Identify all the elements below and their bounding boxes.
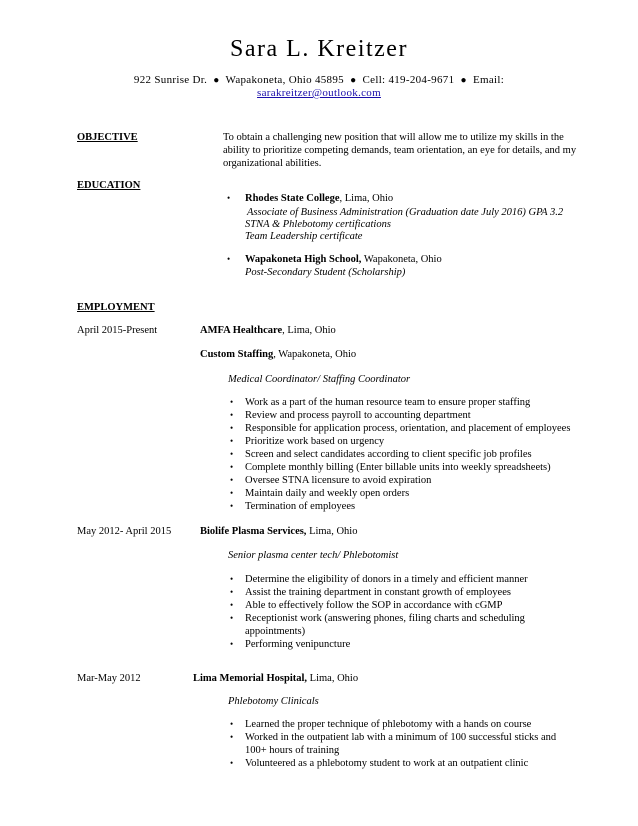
job-employer [200,526,357,537]
school-detail: Post-Secondary Student (Scholarship) [245,267,406,278]
resume-name: Sara L. Kreitzer [230,36,408,62]
bullet-icon: • [230,423,234,433]
employment-heading: EMPLOYMENT [77,302,155,313]
school-detail: Associate of Business Administration (Graduation date July 2016) GPA 3.2 [247,207,564,218]
duty-item: Determine the eligibility of donors in a timely and efficient manner [245,574,528,585]
bullet-icon: • [230,600,234,610]
separator-dot: ● [460,75,467,86]
job-title: Medical Coordinator/ Staffing Coordinator [228,374,411,385]
duty-item: Termination of employees [245,501,356,512]
email-line [0,87,638,99]
duty-item: Prioritize work based on urgency [245,436,385,447]
duty-item: Review and process payroll to accounting department [245,410,471,421]
school-detail: STNA & Phlebotomy certifications [245,219,391,230]
job-employer [193,673,358,684]
employer-location: Lima, Ohio [306,526,358,537]
bullet-icon: • [230,574,234,584]
duty-item: Able to effectively follow the SOP in accordance with cGMP [245,600,503,611]
bullet-icon: • [227,254,231,264]
employer-name: Biolife Plasma Services, [200,526,307,537]
school-name: Wapakoneta High School, [245,254,362,265]
duty-item: Screen and select candidates according to client specific job profiles [245,449,532,460]
bullet-icon: • [230,587,234,597]
bullet-icon: • [230,397,234,407]
bullet-icon: • [230,613,234,623]
bullet-icon: • [230,436,234,446]
school-name: Rhodes State College [245,193,340,204]
objective-line-2: ability to prioritize competing demands, team orientation, an eye for details, and my [223,145,577,156]
duty-item: Assist the training department in constant growth of employees [245,587,511,598]
school-1 [245,193,393,204]
duty-item: Worked in the outpatient lab with a minimum of 100 successful sticks and [245,732,557,743]
duty-item: Performing venipuncture [245,639,351,650]
bullet-icon: • [230,462,234,472]
duty-item: Complete monthly billing (Enter billable units into weekly spreadsheets) [245,462,551,473]
bullet-icon: • [230,719,234,729]
duty-item: Oversee STNA licensure to avoid expiration [245,475,432,486]
duty-item: Volunteered as a phlebotomy student to work at an outpatient clinic [245,758,529,769]
employer-name: Custom Staffing [200,349,274,360]
bullet-icon: • [230,501,234,511]
school-location: Wapakoneta, Ohio [361,254,442,265]
school-2 [245,254,442,265]
employer-name: Lima Memorial Hospital, [193,673,308,684]
employer-name: AMFA Healthcare [200,325,283,336]
separator-dot: ● [350,75,357,86]
job-dates: May 2012- April 2015 [77,526,172,537]
job-title: Senior plasma center tech/ Phlebotomist [228,550,399,561]
cell-phone: Cell: 419-204-9671 [362,74,455,86]
school-location: , Lima, Ohio [339,193,394,204]
job-employer [200,349,356,360]
employer-location: , Wapakoneta, Ohio [273,349,357,360]
bullet-icon: • [230,449,234,459]
city: Wapakoneta, Ohio 45895 [225,74,344,86]
bullet-icon: • [230,758,234,768]
objective-line-3: organizational abilities. [223,158,322,169]
duty-item: Maintain daily and weekly open orders [245,488,410,499]
duty-item: Receptionist work (answering phones, filing charts and scheduling [245,613,525,624]
job-employer [200,325,336,336]
email-label: Email: [472,74,505,86]
address: 922 Sunrise Dr. [133,74,208,86]
education-heading: EDUCATION [77,180,141,191]
bullet-icon: • [230,732,234,742]
duty-item: Work as a part of the human resource team to ensure proper staffing [245,397,531,408]
email-link[interactable]: sarakreitzer@outlook.com [257,87,381,99]
employer-location: , Lima, Ohio [282,325,336,336]
bullet-icon: • [230,475,234,485]
separator-dot: ● [213,75,220,86]
duty-item: Learned the proper technique of phlebotomy with a hands on course [245,719,532,730]
school-detail: Team Leadership certificate [245,231,363,242]
job-title: Phlebotomy Clinicals [228,696,319,707]
bullet-icon: • [230,488,234,498]
duty-item: Responsible for application process, orientation, and placement of employees [245,423,571,434]
duty-item: appointments) [245,626,306,637]
employer-location: Lima, Ohio [307,673,359,684]
objective-line-1: To obtain a challenging new position that will allow me to utilize my skills in the [223,132,564,143]
contact-line [0,74,638,86]
duty-item: 100+ hours of training [245,745,340,756]
bullet-icon: • [230,639,234,649]
objective-heading: OBJECTIVE [77,132,138,143]
bullet-icon: • [230,410,234,420]
job-dates: April 2015-Present [77,325,158,336]
job-dates: Mar-May 2012 [77,673,141,684]
bullet-icon: • [227,193,231,203]
